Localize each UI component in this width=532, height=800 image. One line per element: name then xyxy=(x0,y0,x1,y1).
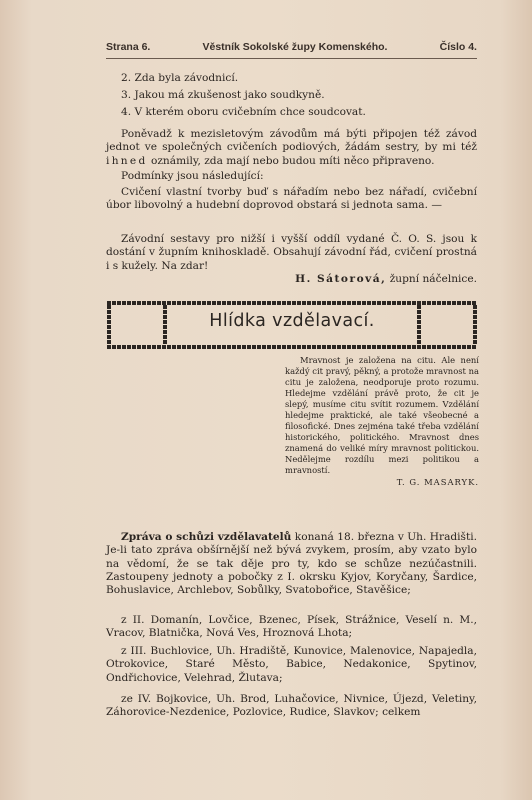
list-item: 4. V kterém oboru cvičebním chce soudcovat. xyxy=(121,105,366,118)
list-item: 2. Zda byla závodnicí. xyxy=(121,72,239,84)
banner-inner-right-bar xyxy=(417,305,421,345)
section-title: Hlídka vzdělavací. xyxy=(209,311,375,331)
banner-left-bar xyxy=(107,305,111,345)
emphasis-ihned: ihned xyxy=(106,154,148,167)
banner-right-bar xyxy=(473,305,477,345)
report-paragraph-1: Zpráva o schůzi vzdělavatelů konaná 18. března v Uh. Hradišti. Je-li tato zpráva obšírnější než bývá zvykem, prosím, aby vzato bylo na vědomí, že se tak děje pro ty, kdo se schůze nezúčastnili. Zastoupeny jednoty a pobočky z I. okrsku Kyjov, Koryčany, Šardice, Bohuslavice, Archlebov, Sobůlky, Svatobořice, Stavěšice; xyxy=(106,531,478,597)
page-header xyxy=(106,41,477,53)
quote-author: T. G. MASARYK. xyxy=(396,477,479,487)
header-rule xyxy=(106,58,477,59)
publication-title: Věstník Sokolské župy Komenského. xyxy=(202,41,388,53)
numbered-list xyxy=(121,72,481,122)
report-paragraph-3: z III. Buchlovice, Uh. Hradiště, Kunovice, Malenovice, Napajedla, Otrokovice, Staré Město, Babice, Nedakonice, Spytinov, Ondřichovice, Velehrad, Žlutava; xyxy=(106,645,477,684)
report-paragraph-4: ze IV. Bojkovice, Uh. Brod, Luhačovice, Nivnice, Újezd, Veletiny, Záhorovice-Nezdenice, Pozlovice, Rudice, Slavkov; celkem xyxy=(106,693,477,719)
masaryk-quote xyxy=(285,355,479,488)
list-item: 3. Jakou má zkušenost jako soudkyně. xyxy=(121,88,325,101)
issue-number: Číslo 4. xyxy=(439,41,477,53)
signature-name: H. Sátorová, xyxy=(295,273,387,285)
banner-bottom-border xyxy=(107,345,477,349)
paragraph-competition-sets: Závodní sestavy pro nižší i vyšší oddíl vydané Č. O. S. jsou k dostání v župním knihoskladě. Obsahují závodní řád, cvičení prostná i s kužely. Na zdar! xyxy=(106,233,477,272)
report-lead: Zpráva o schůzi vzdělavatelů xyxy=(121,531,292,543)
quote-text: Mravnost je založena na citu. Ale není každý cit pravý, pěkný, a protože mravnost na citu je založena, neodporuje proto rozumu. Hledejme vzdělání právě proto, že cit je slepý, musíme citu svítit rozumem. Vzdělání hledejme praktické, ale také všeobecné a filosofické. Dnes zejména také třeba vzdělání historického, politického. Mravnost dnes znamená do veliké míry mravnost politickou. Nedělejme rozdílu mezi politikou a mravností. xyxy=(285,355,479,475)
signature xyxy=(106,273,477,286)
page-number: Strana 6. xyxy=(106,41,151,53)
conditions-heading: Podmínky jsou následující: xyxy=(121,170,264,182)
section-banner xyxy=(107,301,477,349)
paragraph-team-competition: Poněvadž k mezisletovým závodům má býti připojen též závod jednot ve společných cvičeních podiových, žádám sestry, by mi též ihned oznámily, zda mají nebo budou míti něco připraveno. xyxy=(106,128,477,167)
paragraph-conditions: Cvičení vlastní tvorby buď s nářadím nebo bez nářadí, cvičební úbor libovolný a hudební doprovod obstará si jednota sama. — xyxy=(106,186,477,212)
report-paragraph-2: z II. Domanín, Lovčice, Bzenec, Písek, Strážnice, Veselí n. M., Vracov, Blatnička, Nová Ves, Hroznová Lhota; xyxy=(106,614,477,640)
signature-role: župní náčelnice. xyxy=(389,273,477,285)
